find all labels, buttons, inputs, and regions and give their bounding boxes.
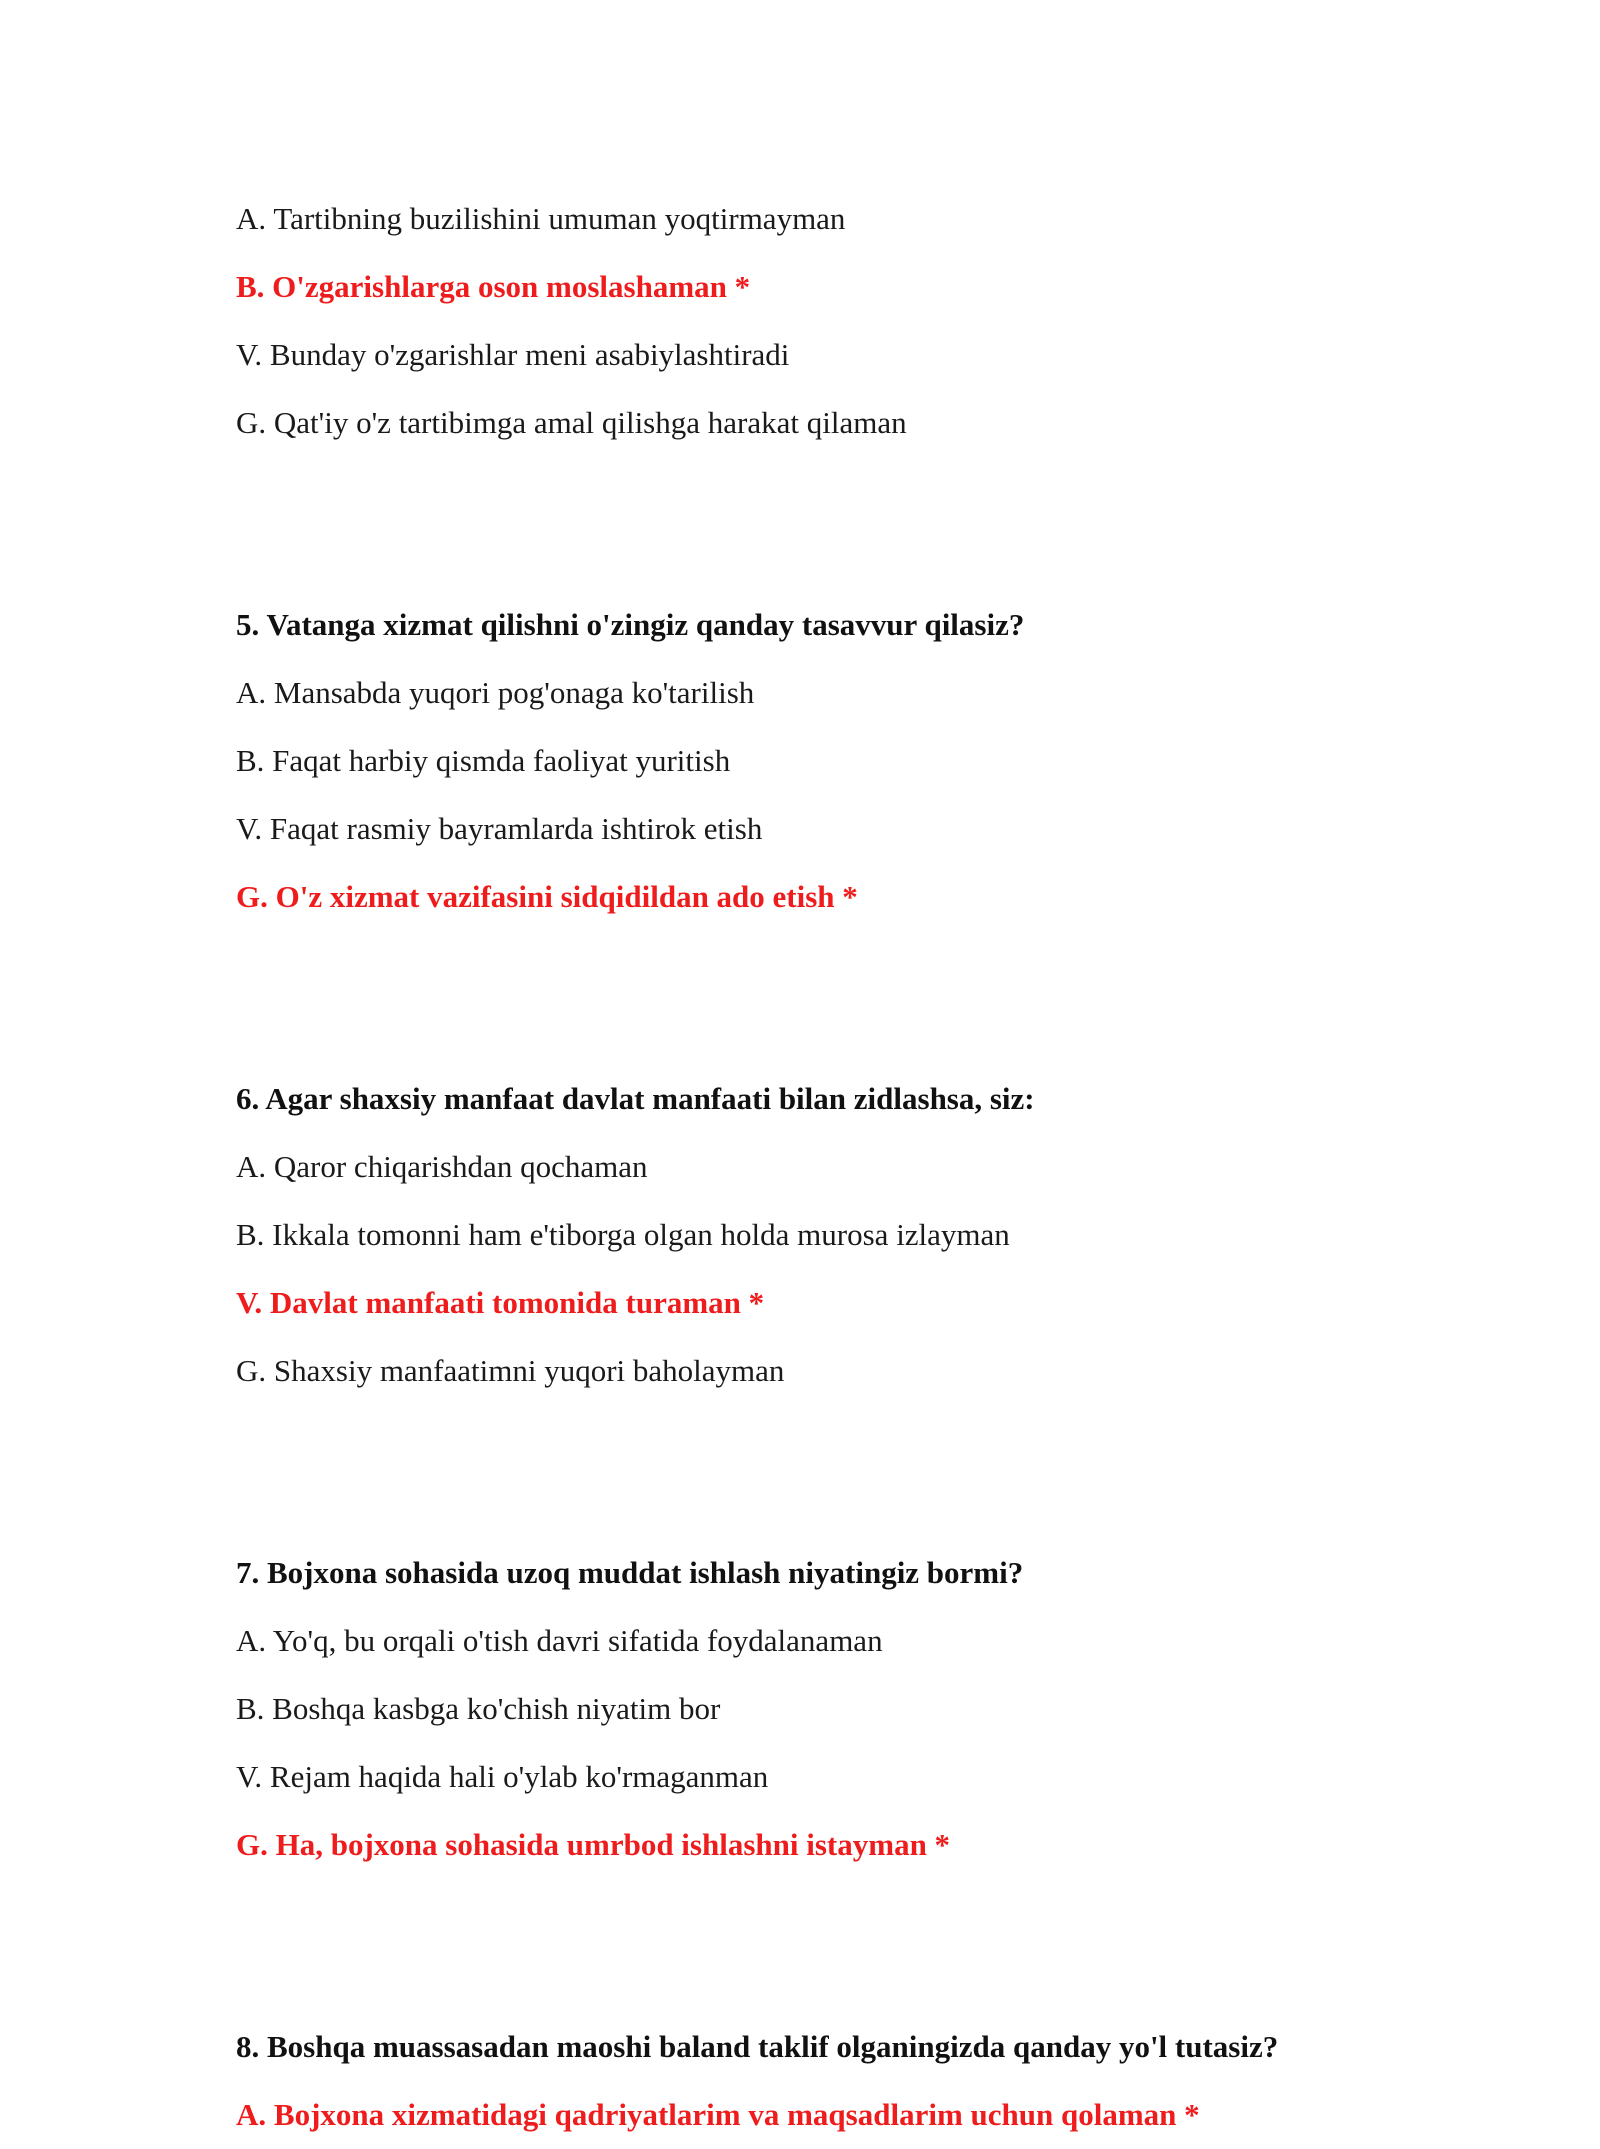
option-7b: B. Boshqa kasbga ko'chish niyatim bor — [236, 1691, 721, 1726]
option-8a-correct: A. Bojxona xizmatidagi qadriyatlarim va maqsadlarim uchun qolaman * — [236, 2097, 1200, 2132]
option-7v: V. Rejam haqida hali o'ylab ko'rmaganman — [236, 1759, 769, 1794]
option-6b: B. Ikkala tomonni ham e'tiborga olgan holda murosa izlayman — [236, 1217, 1010, 1252]
question-7: 7. Bojxona sohasida uzoq muddat ishlash niyatingiz bormi? — [236, 1555, 1024, 1590]
question-6: 6. Agar shaxsiy manfaat davlat manfaati bilan zidlashsa, siz: — [236, 1081, 1035, 1116]
option-5v: V. Faqat rasmiy bayramlarda ishtirok etish — [236, 811, 763, 846]
option-7a: A. Yo'q, bu orqali o'tish davri sifatida foydalanaman — [236, 1623, 883, 1658]
spacer — [236, 1405, 1436, 1539]
option-4g: G. Qat'iy o'z tartibimga amal qilishga harakat qilaman — [236, 405, 907, 440]
option-6v-correct: V. Davlat manfaati tomonida turaman * — [236, 1285, 765, 1320]
question-5: 5. Vatanga xizmat qilishni o'zingiz qanday tasavvur qilasiz? — [236, 607, 1025, 642]
option-5g-correct: G. O'z xizmat vazifasini sidqidildan ado etish * — [236, 879, 858, 914]
spacer — [236, 457, 1436, 591]
questionnaire-content — [236, 185, 1436, 2149]
option-7g-correct: G. Ha, bojxona sohasida umrbod ishlashni istayman * — [236, 1827, 951, 1862]
option-6a: A. Qaror chiqarishdan qochaman — [236, 1149, 648, 1184]
option-5b: B. Faqat harbiy qismda faoliyat yuritish — [236, 743, 731, 778]
spacer — [236, 1879, 1436, 2013]
option-4a: A. Tartibning buzilishini umuman yoqtirmayman — [236, 201, 846, 236]
question-8: 8. Boshqa muassasadan maoshi baland taklif olganingizda qanday yo'l tutasiz? — [236, 2029, 1279, 2064]
option-5a: A. Mansabda yuqori pog'onaga ko'tarilish — [236, 675, 755, 710]
option-6g: G. Shaxsiy manfaatimni yuqori baholayman — [236, 1353, 785, 1388]
option-4v: V. Bunday o'zgarishlar meni asabiylashtiradi — [236, 337, 790, 372]
option-4b-correct: B. O'zgarishlarga oson moslashaman * — [236, 269, 751, 304]
spacer — [236, 931, 1436, 1065]
